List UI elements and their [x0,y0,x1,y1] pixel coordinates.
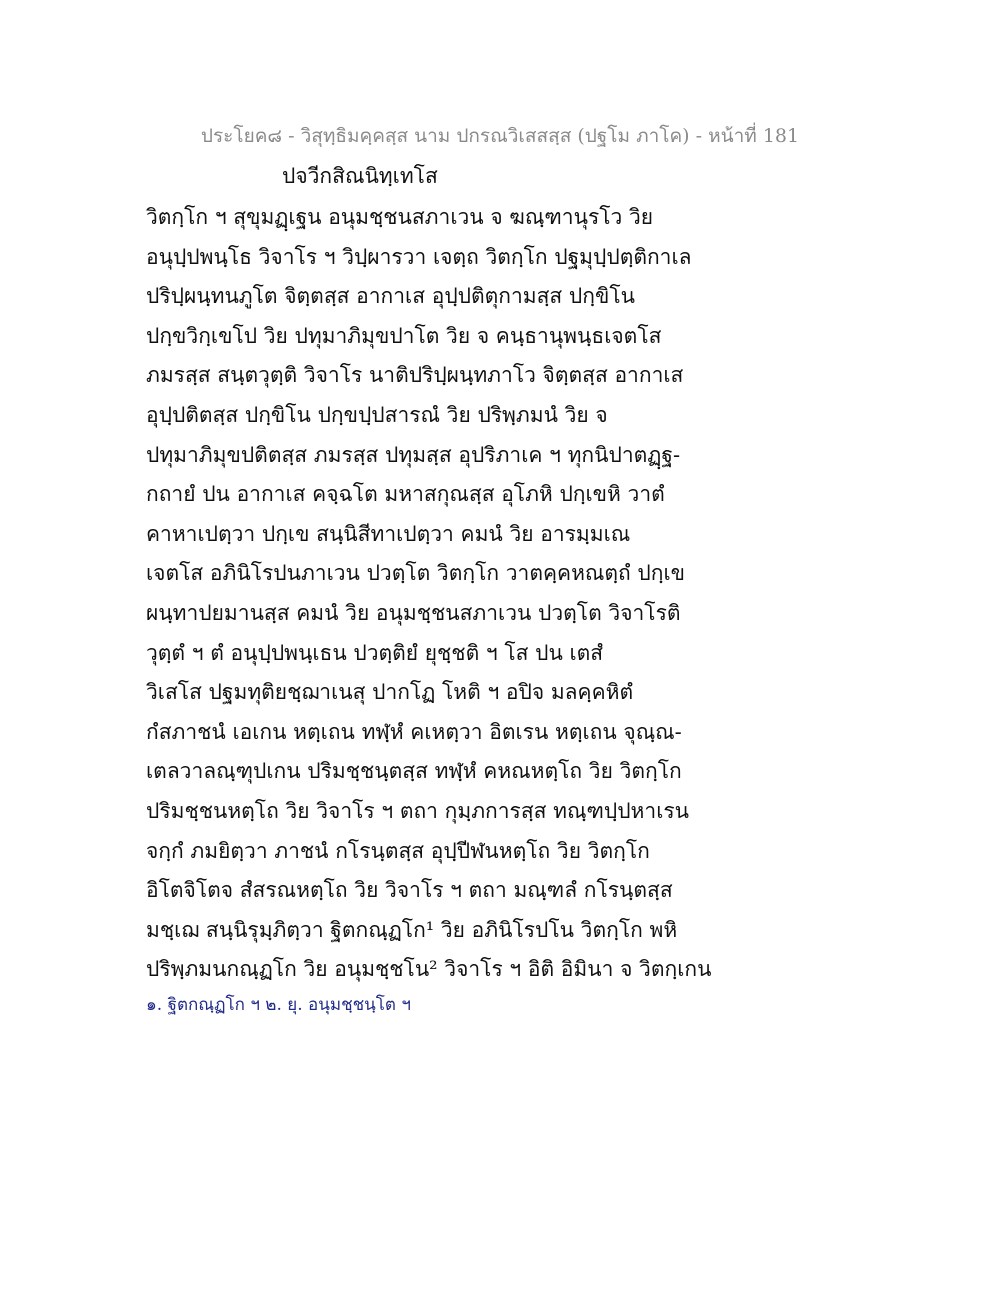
body-line: ผนฺทาปยมานสฺส คมนํ วิย อนุมชฺชนสภาเวน ปวตฺโต วิจาโรติ [146,600,681,625]
body-line: กํสภาชนํ เอเกน หตฺเถน ทฬฺหํ คเหตฺวา อิตเรน หตฺเถน จุณฺณ- [146,719,682,744]
body-line: ปริพฺภมนกณฺฏโก วิย อนุมชฺชโน² วิจาโร ฯ อิติ อิมินา จ วิตกฺเกน [146,957,712,982]
footnote: ๑. ฐิตกณฺฏโก ฯ ๒. ยุ. อนุมชฺชนฺโต ฯ [146,995,411,1015]
body-line: วุตฺตํ ฯ ตํ อนุปฺปพนฺเธน ปวตฺติยํ ยุชฺชติ ฯ โส ปน เตสํ [146,640,604,665]
body-line: ปกฺขวิกฺเขโป วิย ปทุมาภิมุขปาโต วิย จ คนฺธานุพนฺธเจตโส [146,323,662,348]
body-line: คาหาเปตฺวา ปกฺเข สนฺนิสีทาเปตฺวา คมนํ วิย อารมฺมเณ [146,521,631,546]
body-line: จกฺกํ ภมยิตฺวา ภาชนํ กโรนฺตสฺส อุปฺปีฬนหตฺโถ วิย วิตกฺโก [146,838,650,863]
body-line: ปริมชฺชนหตฺโถ วิย วิจาโร ฯ ตถา กุมฺภการสฺส ทณฺฑปฺปหาเรน [146,798,690,823]
body-line: เจตโส อภินิโรปนภาเวน ปวตฺโต วิตกฺโก วาตคฺคหณตฺถํ ปกฺเข [146,561,685,586]
running-header: ประโยค๘ - วิสุทฺธิมคฺคสฺส นาม ปกรณวิเสสสฺส (ปฐโม ภาโค) - หน้าที่ 181 [200,125,800,147]
section-title: ปจวีกสิณนิทฺเทโส [282,164,438,188]
body-line: มชฺเฌ สนฺนิรุมฺภิตฺวา ฐิตกณฺฏโก¹ วิย อภินิโรปโน วิตกฺโก พหิ [146,917,678,942]
body-line: กถายํ ปน อากาเส คจฺฉโต มหาสกุณสฺส อุโภหิ ปกฺเขหิ วาตํ [146,482,665,507]
body-text [146,198,866,990]
body-line: ภมรสฺส สนฺตวุตฺติ วิจาโร นาติปริปฺผนฺทภาโว จิตฺตสฺส อากาเส [146,363,684,388]
body-line: วิตกฺโก ฯ สุขุมฏฺเฐน อนุมชฺชนสภาเวน จ ฆณฺฑานุรโว วิย [146,205,654,229]
body-line: อนุปฺปพนฺโธ วิจาโร ฯ วิปฺผารวา เจตฺถ วิตกฺโก ปฐมุปฺปตฺติกาเล [146,244,692,269]
body-line: เตลวาลณฺฑุปเกน ปริมชฺชนฺตสฺส ทฬฺหํ คหณหตฺโถ วิย วิตกฺโก [146,759,682,784]
body-line: อิโตจิโตจ สํสรณหตฺโถ วิย วิจาโร ฯ ตถา มณฺฑลํ กโรนฺตสฺส [146,878,673,903]
body-line: ปริปฺผนฺทนภูโต จิตฺตสฺส อากาเส อุปฺปติตุกามสฺส ปกฺขิโน [146,284,635,309]
body-line: อุปฺปติตสฺส ปกฺขิโน ปกฺขปฺปสารณํ วิย ปริพฺภมนํ วิย จ [146,402,608,427]
body-line: ปทุมาภิมุขปติตสฺส ภมรสฺส ปทุมสฺส อุปริภาเค ฯ ทุกนิปาตฏฺฐ- [146,442,681,467]
body-line: วิเสโส ปฐมทุติยชฺฌาเนสุ ปากโฏ โหติ ฯ อปิจ มลคฺคหิตํ [146,680,634,705]
